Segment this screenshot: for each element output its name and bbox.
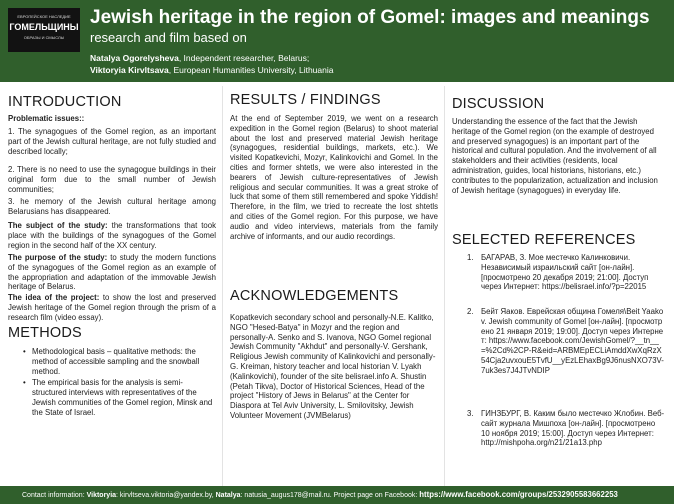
author-2-affiliation: , European Humanities University, Lithuania	[168, 65, 334, 75]
methods-heading: METHODS	[8, 325, 82, 341]
logo-line-bottom: ОБРАЗЫ И СМЫСЛЫ	[23, 35, 65, 40]
purpose-of-study	[8, 253, 216, 292]
purpose-label: The purpose of the study:	[8, 253, 108, 262]
reference-1: БАГАРАВ, З. Мое местечко Калинковичи. Независимый израильский сайт [он-лайн]. [просмотрено 20 декабря 2019; 21:00]. Доступ через Интернет: https://belisrael.info/?p=22015	[481, 253, 649, 292]
methods-item-1: • Methodological basis – qualitative methods: the method of accessible sampling and the snowball method.	[20, 347, 216, 376]
results-text: At the end of September 2019, we went on a research expedition in the Gomel region (Belarus) to shoot material about the lost and preserved material Jewish heritage (synagogues, residential buildings, markets, etc.). We visited Kopatkevichi, Mozyr, Kalinkovichi and Gomel. In the cities and former shtetls, we were also interested in the bearers of Jewish culture-representatives of Jewish religious and secular communities. It was a great stroke of luck that some of them still remembered and spoke Yiddish! Therefore, in the film, we tried to recreate the lost shtetls and cities of the Gomel region. For this purpose, we have audio and video interviews, materials from the family archive of informants, and our audio recordings.	[230, 114, 438, 241]
author-1	[90, 53, 309, 64]
contact-email-1: : kirvltseva.viktoria@yandex.by,	[116, 492, 216, 499]
author-1-name: Natalya Ogorelysheva	[90, 53, 179, 63]
column-divider-right	[444, 86, 445, 486]
reference-2: Бейт Яаков. Еврейская община Гомеля\Beit Yaakov. Jewish community of Gomel [он-лайн]. [просмотрено 21 января 2019; 19:00]. Доступ через Интернет: https://www.facebook.com/JewishGomel/?__tn__=%2Cd%2CP-R&eid=ARBMEpECLiAmddXwXqRzX54Cja2uvxouE5TvfU__yEzLEhaxBg9J6nusNXO73V-7uk3es7J4JTvNDIP	[481, 307, 664, 375]
results-heading: RESULTS / FINDINGS	[230, 92, 381, 108]
issue-1: 1. The synagogues of the Gomel region, as an important part of the Jewish cultural heritage, are not fully studied and described locally;	[8, 127, 216, 156]
contact-email-2: : natusia_augus178@mail.ru. Project page on Facebook:	[240, 492, 420, 499]
acknowledgements-text: Kopatkevich secondary school and personally-N.E. Kalitko, NGO "Hesed-Batya" in Mozyr and the region and personally-A. Senko and S. Ivanova, NGO Gomel regional Jewish Community "Akhdut" and personally-V. Gershank, Religious Jewish community of Kalinkovichi and personally-G. Kreiman, history teacher and local historian V. Lyakh (Kalinkovichi), founder of the site belisrael.info A. Shustin (Petah Tikva), Doctor of Historical Sciences, Head of the project "History of Jews in Belarus" at the Center for Diaspora at Tel Aviv University, L. Smilovitsky, Jewish Volunteer Movement (JVMBelarus)	[230, 313, 436, 420]
methods-item-2: • The empirical basis for the analysis is semi-structured interviews with representatives of the Jewish communities of the Gomel region, Minsk and the State of Israel.	[20, 378, 216, 417]
methods-list	[20, 347, 216, 420]
subject-text: the transformations that took place with the buildings of the synagogues of the Gomel region in the second half of the XX century.	[8, 221, 216, 250]
author-2-name: Viktoryia Kirvltsava	[90, 65, 169, 75]
introduction-heading: INTRODUCTION	[8, 94, 122, 110]
idea-label: The idea of the project:	[8, 293, 100, 302]
contact-name-2: Natalya	[215, 492, 241, 499]
acknowledgements-heading: ACKNOWLEDGEMENTS	[230, 288, 399, 304]
poster-footer	[0, 486, 674, 504]
issues-label-text: Problematic issues::	[8, 114, 85, 123]
poster-title: Jewish heritage in the region of Gomel: images and meanings	[90, 7, 650, 28]
logo-main-text: ГОМЕЛЬЩИНЫ	[9, 22, 79, 32]
contact-label: Contact information:	[22, 492, 87, 499]
discussion-heading: DISCUSSION	[452, 96, 545, 112]
contact-name-1: Viktoryia	[86, 492, 117, 499]
subject-of-study	[8, 221, 216, 250]
purpose-text: to study the modern functions of the synagogues of the Gomel region as an example of the appropriation and adaptation of the immovable Jewish heritage of Belarus.	[8, 253, 216, 292]
project-logo	[8, 8, 80, 52]
reference-2-number: 2.	[467, 307, 474, 316]
poster-subtitle: research and film based on	[90, 30, 247, 45]
references-heading: SELECTED REFERENCES	[452, 232, 636, 248]
problematic-issues-label	[8, 114, 216, 124]
issue-3: 3. he memory of the Jewish cultural heritage among Belarusians has disappeared.	[8, 197, 216, 216]
reference-3-number: 3.	[467, 409, 474, 418]
reference-3: ГИНЗБУРГ, В. Каким было местечко Жлобин. Веб-сайт журнала Мишпоха [он-лайн]. [просмотрено 10 ноября 2019; 15:00]. Доступ через Интернет: http://mishpoha.org/n21/21a13.php	[481, 409, 665, 448]
idea-text: to show the lost and preserved Jewish heritage of the Gomel region through the prism of a research film (video essay).	[8, 293, 216, 322]
reference-1-number: 1.	[467, 253, 474, 262]
author-1-affiliation: , Independent researcher, Belarus;	[178, 53, 310, 63]
author-2	[90, 65, 333, 76]
idea-of-project	[8, 293, 216, 322]
issue-2: 2. There is no need to use the synagogue buildings in their original form due to the small number of Jewish communities;	[8, 165, 216, 194]
subject-label: The subject of the study:	[8, 221, 108, 230]
discussion-text: Understanding the essence of the fact that the Jewish heritage of the Gomel region (on the example of destroyed and preserved synagogues) is an important part of the historical and cultural population. And the involvement of all stakeholders and their activities (residents, local administration, guides, local historians, historians, etc.) contributes to the popularization, actualization and inclusion of Jewish heritage (synagogues) in everyday life.	[452, 117, 658, 195]
poster-header	[0, 0, 674, 82]
logo-line-top: ЕВРОПЕЙСКОЕ НАСЛЕДИЕ	[17, 14, 71, 19]
facebook-link[interactable]: https://www.facebook.com/groups/2532905583662253	[419, 490, 618, 499]
column-divider-left	[222, 86, 223, 486]
